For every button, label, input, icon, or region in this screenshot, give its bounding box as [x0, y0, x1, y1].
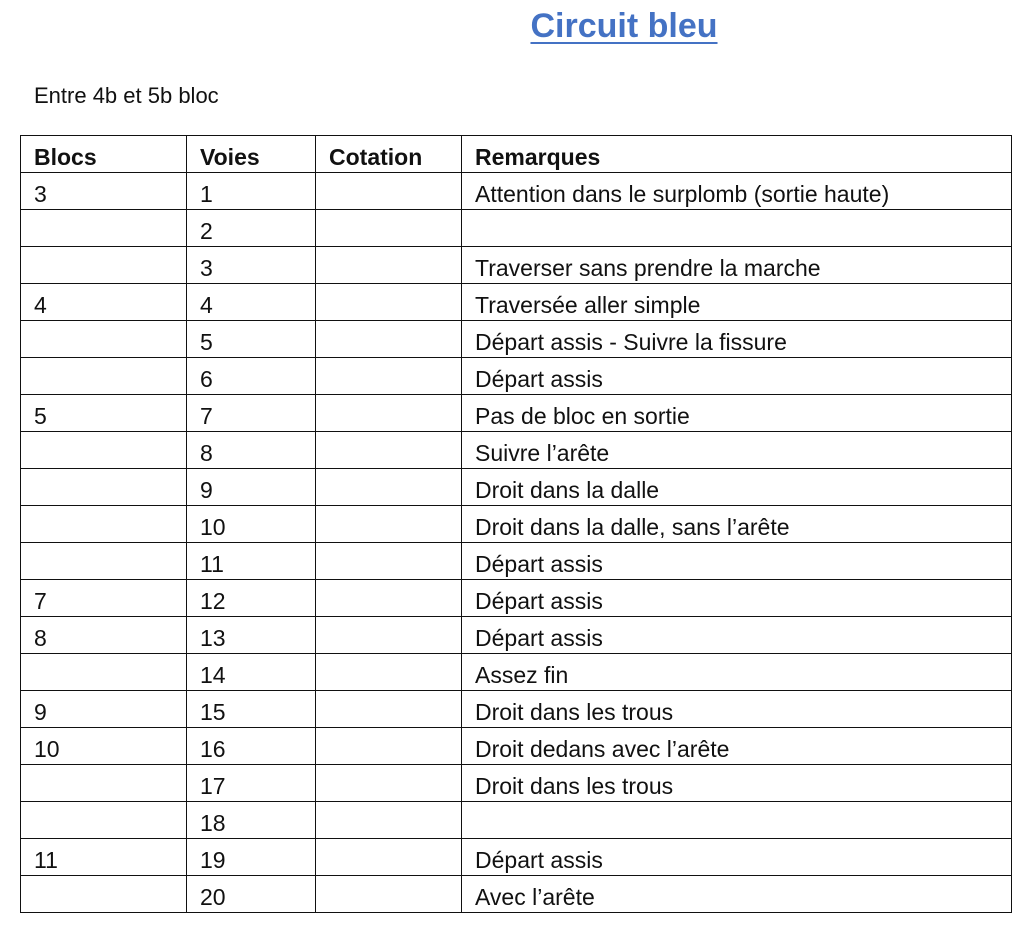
cell-remarque: Pas de bloc en sortie	[462, 395, 1012, 432]
cell-cotation	[316, 580, 462, 617]
cell-remarque: Départ assis	[462, 358, 1012, 395]
cell-cotation	[316, 617, 462, 654]
table-row	[21, 728, 1012, 765]
document-title: Circuit bleu	[530, 7, 718, 45]
table-row	[21, 395, 1012, 432]
cell-bloc: 7	[21, 580, 187, 617]
cell-cotation	[316, 728, 462, 765]
cell-remarque: Traverser sans prendre la marche	[462, 247, 1012, 284]
cell-remarque	[462, 210, 1012, 247]
routes-table	[20, 135, 1012, 913]
document-subtitle: Entre 4b et 5b bloc	[34, 83, 219, 108]
cell-cotation	[316, 802, 462, 839]
cell-voie: 1	[187, 173, 316, 210]
cell-voie: 14	[187, 654, 316, 691]
cell-voie: 7	[187, 395, 316, 432]
cell-remarque: Avec l’arête	[462, 876, 1012, 913]
cell-voie: 8	[187, 432, 316, 469]
cell-voie: 4	[187, 284, 316, 321]
table-row	[21, 321, 1012, 358]
table-header-row	[21, 136, 1012, 173]
cell-bloc	[21, 543, 187, 580]
cell-voie: 3	[187, 247, 316, 284]
cell-bloc	[21, 321, 187, 358]
cell-bloc	[21, 247, 187, 284]
cell-bloc	[21, 469, 187, 506]
table-body	[21, 173, 1012, 913]
cell-cotation	[316, 691, 462, 728]
cell-voie: 15	[187, 691, 316, 728]
cell-cotation	[316, 395, 462, 432]
cell-remarque: Droit dans les trous	[462, 765, 1012, 802]
cell-cotation	[316, 876, 462, 913]
cell-cotation	[316, 469, 462, 506]
cell-cotation	[316, 321, 462, 358]
cell-cotation	[316, 358, 462, 395]
header-remarques: Remarques	[462, 136, 1012, 173]
cell-remarque: Départ assis	[462, 839, 1012, 876]
table-row	[21, 802, 1012, 839]
cell-voie: 20	[187, 876, 316, 913]
cell-remarque: Traversée aller simple	[462, 284, 1012, 321]
cell-voie: 12	[187, 580, 316, 617]
cell-remarque: Droit dans la dalle	[462, 469, 1012, 506]
header-blocs: Blocs	[21, 136, 187, 173]
cell-voie: 19	[187, 839, 316, 876]
cell-voie: 2	[187, 210, 316, 247]
table-row	[21, 506, 1012, 543]
table-row	[21, 839, 1012, 876]
cell-bloc	[21, 765, 187, 802]
table-row	[21, 654, 1012, 691]
cell-remarque: Assez fin	[462, 654, 1012, 691]
cell-voie: 9	[187, 469, 316, 506]
cell-cotation	[316, 173, 462, 210]
cell-remarque	[462, 802, 1012, 839]
cell-bloc: 8	[21, 617, 187, 654]
table-row	[21, 173, 1012, 210]
table-row	[21, 247, 1012, 284]
cell-remarque: Départ assis	[462, 580, 1012, 617]
cell-bloc	[21, 506, 187, 543]
cell-cotation	[316, 506, 462, 543]
cell-voie: 18	[187, 802, 316, 839]
cell-remarque: Droit dans les trous	[462, 691, 1012, 728]
table-row	[21, 543, 1012, 580]
cell-cotation	[316, 210, 462, 247]
cell-bloc	[21, 210, 187, 247]
cell-bloc: 4	[21, 284, 187, 321]
cell-cotation	[316, 543, 462, 580]
table-row	[21, 876, 1012, 913]
cell-remarque: Départ assis	[462, 617, 1012, 654]
cell-bloc	[21, 432, 187, 469]
table-row	[21, 580, 1012, 617]
table-row	[21, 358, 1012, 395]
cell-cotation	[316, 284, 462, 321]
table-row	[21, 765, 1012, 802]
table-row	[21, 432, 1012, 469]
cell-cotation	[316, 765, 462, 802]
cell-voie: 11	[187, 543, 316, 580]
cell-remarque: Départ assis	[462, 543, 1012, 580]
cell-bloc	[21, 876, 187, 913]
cell-cotation	[316, 247, 462, 284]
cell-cotation	[316, 839, 462, 876]
header-voies: Voies	[187, 136, 316, 173]
cell-voie: 6	[187, 358, 316, 395]
header-cotation: Cotation	[316, 136, 462, 173]
cell-remarque: Départ assis - Suivre la fissure	[462, 321, 1012, 358]
cell-cotation	[316, 654, 462, 691]
cell-remarque: Droit dedans avec l’arête	[462, 728, 1012, 765]
cell-voie: 13	[187, 617, 316, 654]
table-row	[21, 210, 1012, 247]
cell-remarque: Droit dans la dalle, sans l’arête	[462, 506, 1012, 543]
cell-bloc	[21, 358, 187, 395]
cell-bloc: 3	[21, 173, 187, 210]
cell-voie: 10	[187, 506, 316, 543]
cell-voie: 16	[187, 728, 316, 765]
cell-remarque: Attention dans le surplomb (sortie haute)	[462, 173, 1012, 210]
table-row	[21, 617, 1012, 654]
cell-remarque: Suivre l’arête	[462, 432, 1012, 469]
cell-bloc	[21, 654, 187, 691]
table-row	[21, 691, 1012, 728]
table-row	[21, 469, 1012, 506]
cell-bloc: 10	[21, 728, 187, 765]
cell-bloc: 9	[21, 691, 187, 728]
cell-cotation	[316, 432, 462, 469]
cell-bloc	[21, 802, 187, 839]
table-row	[21, 284, 1012, 321]
cell-bloc: 5	[21, 395, 187, 432]
cell-bloc: 11	[21, 839, 187, 876]
cell-voie: 17	[187, 765, 316, 802]
cell-voie: 5	[187, 321, 316, 358]
